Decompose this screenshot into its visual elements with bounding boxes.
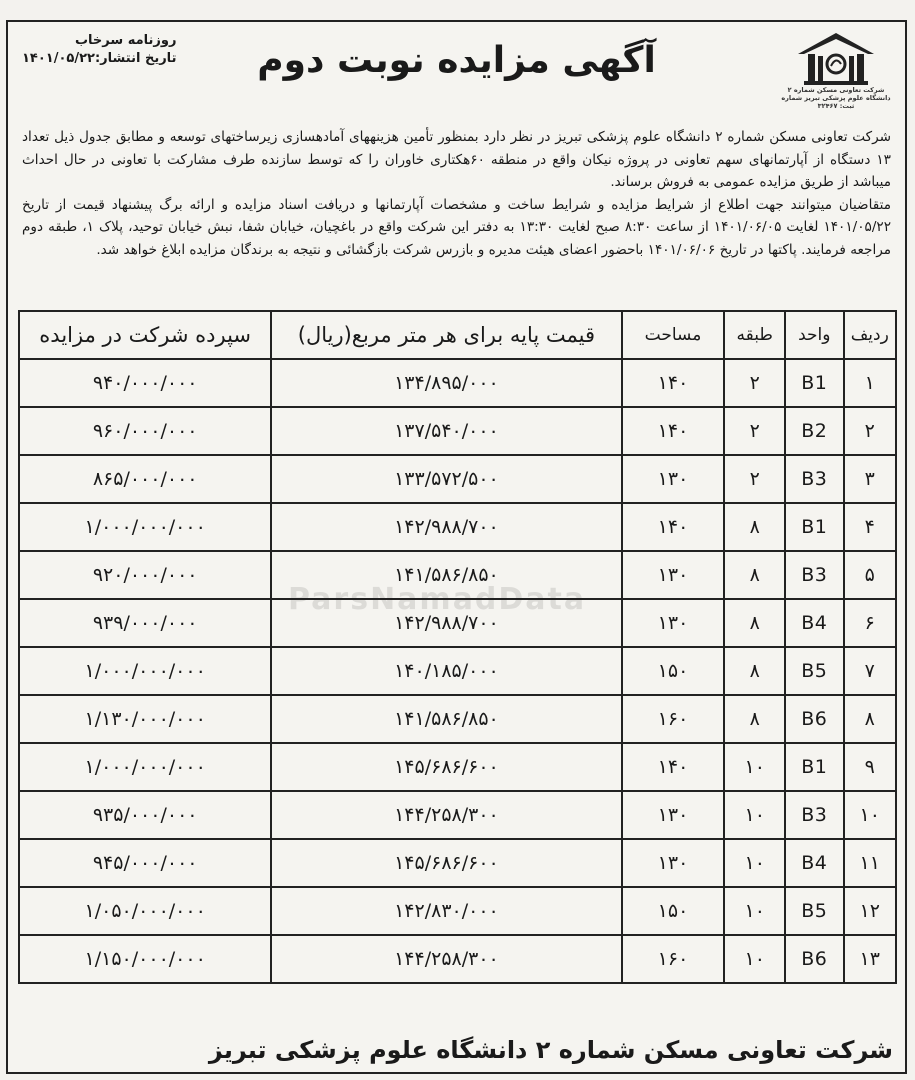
cell-area: ۱۳۰ xyxy=(622,455,725,503)
intro-paragraph: شرکت تعاونی مسکن شماره ۲ دانشگاه علوم پزشکی تبریز در نظر دارد بمنظور تأمین هزینههای آمادهسازی زیرساختهای توسعه و مطابق جدول ذیل تعداد ۱۳ دستگاه از آپارتمانهای سهم تعاونی در پروژه نیکان واقع در منطقه ۶۰هکتاری خاوران را که توسط سازنده طرف مشارکت با تعاونی در حال احداث میباشد از طریق مزایده عمومی به فروش برساند. xyxy=(22,129,891,190)
cell-base-price: ۱۳۷/۵۴۰/۰۰۰ xyxy=(271,407,621,455)
cell-base-price: ۱۴۰/۱۸۵/۰۰۰ xyxy=(271,647,621,695)
cell-row-number: ۳ xyxy=(844,455,896,503)
cell-area: ۱۴۰ xyxy=(622,743,725,791)
advertisement-frame xyxy=(6,20,907,1074)
cell-area: ۱۳۰ xyxy=(622,791,725,839)
cell-base-price: ۱۴۱/۵۸۶/۸۵۰ xyxy=(271,551,621,599)
cell-deposit: ۱/۱۳۰/۰۰۰/۰۰۰ xyxy=(19,695,271,743)
table-row xyxy=(19,743,896,791)
cell-base-price: ۱۴۴/۲۵۸/۳۰۰ xyxy=(271,791,621,839)
cell-base-price: ۱۴۲/۸۳۰/۰۰۰ xyxy=(271,887,621,935)
cell-area: ۱۵۰ xyxy=(622,887,725,935)
cell-floor: ۸ xyxy=(724,647,785,695)
cell-row-number: ۱۲ xyxy=(844,887,896,935)
cell-row-number: ۶ xyxy=(844,599,896,647)
cell-row-number: ۸ xyxy=(844,695,896,743)
table-row xyxy=(19,791,896,839)
cell-unit: B5 xyxy=(785,887,844,935)
cell-area: ۱۳۰ xyxy=(622,839,725,887)
cell-base-price: ۱۴۵/۶۸۶/۶۰۰ xyxy=(271,839,621,887)
table-row xyxy=(19,647,896,695)
cell-deposit: ۹۳۹/۰۰۰/۰۰۰ xyxy=(19,599,271,647)
cell-area: ۱۴۰ xyxy=(622,359,725,407)
cell-base-price: ۱۴۴/۲۵۸/۳۰۰ xyxy=(271,935,621,983)
cell-unit: B3 xyxy=(785,455,844,503)
cell-unit: B1 xyxy=(785,743,844,791)
newspaper-name: روزنامه سرخاب xyxy=(74,33,177,48)
table-row xyxy=(19,599,896,647)
table-row xyxy=(19,359,896,407)
cell-row-number: ۱۰ xyxy=(844,791,896,839)
cell-floor: ۸ xyxy=(724,695,785,743)
cell-unit: B4 xyxy=(785,599,844,647)
cell-unit: B2 xyxy=(785,407,844,455)
cell-row-number: ۹ xyxy=(844,743,896,791)
cell-floor: ۲ xyxy=(724,359,785,407)
cell-deposit: ۸۶۵/۰۰۰/۰۰۰ xyxy=(19,455,271,503)
table-row xyxy=(19,503,896,551)
table-row xyxy=(19,407,896,455)
cell-area: ۱۳۰ xyxy=(622,599,725,647)
cell-deposit: ۱/۰۰۰/۰۰۰/۰۰۰ xyxy=(19,647,271,695)
cell-unit: B1 xyxy=(785,359,844,407)
cell-floor: ۸ xyxy=(724,503,785,551)
cell-unit: B6 xyxy=(785,695,844,743)
cell-deposit: ۹۶۰/۰۰۰/۰۰۰ xyxy=(19,407,271,455)
cell-unit: B3 xyxy=(785,551,844,599)
table-row xyxy=(19,695,896,743)
table-row xyxy=(19,455,896,503)
publish-date: تاریخ انتشار:۱۴۰۱/۰۵/۲۲ xyxy=(22,51,177,66)
cell-row-number: ۷ xyxy=(844,647,896,695)
cell-deposit: ۹۴۵/۰۰۰/۰۰۰ xyxy=(19,839,271,887)
cell-area: ۱۶۰ xyxy=(622,695,725,743)
cell-unit: B1 xyxy=(785,503,844,551)
cell-row-number: ۴ xyxy=(844,503,896,551)
cell-floor: ۱۰ xyxy=(724,839,785,887)
cell-row-number: ۱۱ xyxy=(844,839,896,887)
cell-deposit: ۹۲۰/۰۰۰/۰۰۰ xyxy=(19,551,271,599)
auction-table xyxy=(18,310,897,984)
header-floor: طبقه xyxy=(724,311,785,359)
cell-row-number: ۱ xyxy=(844,359,896,407)
cell-deposit: ۱/۱۵۰/۰۰۰/۰۰۰ xyxy=(19,935,271,983)
cell-deposit: ۱/۰۰۰/۰۰۰/۰۰۰ xyxy=(19,503,271,551)
cell-area: ۱۴۰ xyxy=(622,407,725,455)
cell-floor: ۲ xyxy=(724,455,785,503)
cell-area: ۱۴۰ xyxy=(622,503,725,551)
header-area: مساحت xyxy=(622,311,725,359)
cell-unit: B6 xyxy=(785,935,844,983)
header xyxy=(8,22,905,122)
header-row-number: ردیف xyxy=(844,311,896,359)
table-row xyxy=(19,551,896,599)
cell-floor: ۸ xyxy=(724,599,785,647)
cell-area: ۱۳۰ xyxy=(622,551,725,599)
cell-floor: ۸ xyxy=(724,551,785,599)
cell-deposit: ۹۳۵/۰۰۰/۰۰۰ xyxy=(19,791,271,839)
cell-base-price: ۱۴۵/۶۸۶/۶۰۰ xyxy=(271,743,621,791)
cell-floor: ۲ xyxy=(724,407,785,455)
footer-company-name: شرکت تعاونی مسکن شماره ۲ دانشگاه علوم پزشکی تبریز xyxy=(208,1036,893,1064)
cell-deposit: ۹۴۰/۰۰۰/۰۰۰ xyxy=(19,359,271,407)
conditions-paragraph: متقاضیان میتوانند جهت اطلاع از شرایط مزایده و شرایط ساخت و مشخصات آپارتمانها و دریافت اسناد مزایده و ارائه برگ پیشنهاد قیمت از تاریخ ۱۴۰۱/۰۵/۲۲ لغایت ۱۴۰۱/۰۶/۰۵ از ساعت ۸:۳۰ صبح لغایت ۱۳:۳۰ به دفتر این شرکت واقع در باغچیان، خیابان شفا، نبش خیابان توحید، پلاک ۱، طبقه دوم مراجعه فرمایند. پاکتها در تاریخ ۱۴۰۱/۰۶/۰۶ باحضور اعضای هیئت مدیره و بازرس شرکت بازگشائی و نتیجه به برندگان مزایده ابلاغ خواهد شد. xyxy=(22,196,892,258)
announcement-text xyxy=(22,126,891,261)
company-logo xyxy=(781,30,891,120)
cell-deposit: ۱/۰۵۰/۰۰۰/۰۰۰ xyxy=(19,887,271,935)
header-deposit: سپرده شرکت در مزایده xyxy=(19,311,271,359)
cell-area: ۱۶۰ xyxy=(622,935,725,983)
cell-row-number: ۵ xyxy=(844,551,896,599)
cell-base-price: ۱۳۴/۸۹۵/۰۰۰ xyxy=(271,359,621,407)
cell-floor: ۱۰ xyxy=(724,887,785,935)
cell-base-price: ۱۴۱/۵۸۶/۸۵۰ xyxy=(271,695,621,743)
header-unit: واحد xyxy=(785,311,844,359)
table-row xyxy=(19,935,896,983)
cell-area: ۱۵۰ xyxy=(622,647,725,695)
header-base-price: قیمت پایه برای هر متر مربع(ریال) xyxy=(271,311,621,359)
cell-base-price: ۱۴۲/۹۸۸/۷۰۰ xyxy=(271,599,621,647)
cell-unit: B3 xyxy=(785,791,844,839)
logo-caption: شرکت تعاونی مسکن شماره ۲ دانشگاه علوم پزشکی تبریز شماره ثبت: ۳۲۴۶۷ xyxy=(781,86,891,110)
cell-unit: B5 xyxy=(785,647,844,695)
watermark: ParsNamadData xyxy=(288,582,587,617)
cell-floor: ۱۰ xyxy=(724,743,785,791)
cell-floor: ۱۰ xyxy=(724,791,785,839)
table-row xyxy=(19,839,896,887)
cell-base-price: ۱۳۳/۵۷۲/۵۰۰ xyxy=(271,455,621,503)
cell-row-number: ۲ xyxy=(844,407,896,455)
table-row xyxy=(19,887,896,935)
cell-deposit: ۱/۰۰۰/۰۰۰/۰۰۰ xyxy=(19,743,271,791)
page-title: آگهی مزایده نوبت دوم xyxy=(257,40,656,81)
cell-row-number: ۱۳ xyxy=(844,935,896,983)
cell-unit: B4 xyxy=(785,839,844,887)
cell-base-price: ۱۴۲/۹۸۸/۷۰۰ xyxy=(271,503,621,551)
house-logo-icon xyxy=(794,30,878,86)
table-header-row xyxy=(19,311,896,359)
cell-floor: ۱۰ xyxy=(724,935,785,983)
